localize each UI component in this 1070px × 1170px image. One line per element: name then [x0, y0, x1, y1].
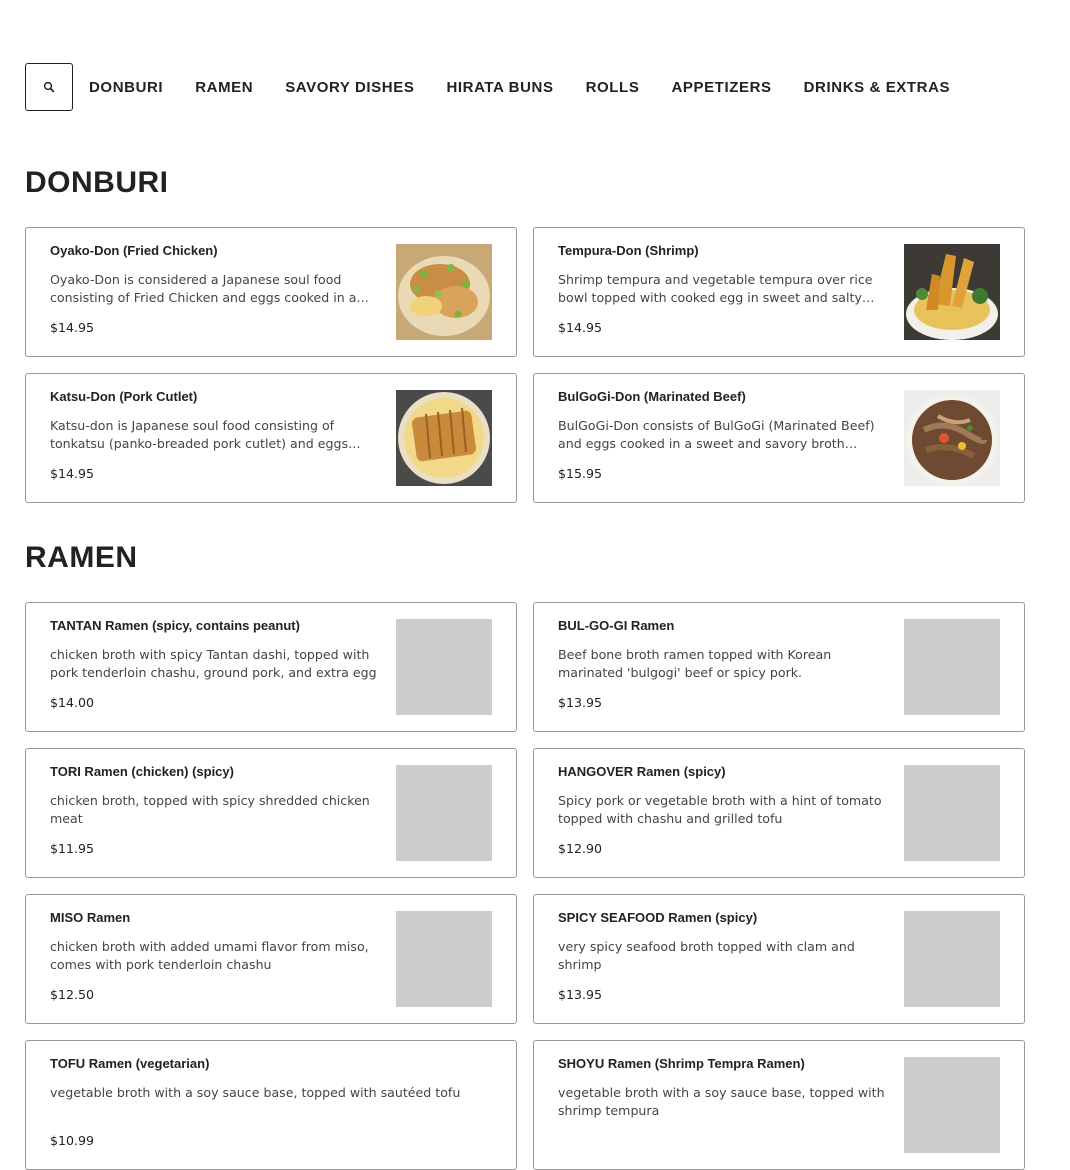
nav-item-savory-dishes[interactable]: SAVORY DISHES: [285, 78, 415, 96]
category-nav: [25, 63, 982, 111]
menu-item-card[interactable]: [533, 602, 1025, 732]
item-description: Oyako-Don is considered a Japanese soul food consisting of Fried Chicken and eggs cooked in a…: [50, 272, 370, 305]
menu-item-card[interactable]: [25, 602, 517, 732]
item-description: vegetable broth with a soy sauce base, topped with sautéed tofu: [50, 1085, 461, 1100]
menu-item-card[interactable]: [533, 748, 1025, 878]
item-description: BulGoGi-Don consists of BulGoGi (Marinated Beef) and eggs cooked in a sweet and savory broth…: [558, 418, 875, 451]
nav-item-donburi[interactable]: DONBURI: [89, 78, 164, 96]
menu-item-card[interactable]: [25, 748, 517, 878]
item-price: $14.95: [50, 466, 95, 481]
nav-item-rolls[interactable]: ROLLS: [585, 78, 640, 96]
nav-item-appetizers[interactable]: APPETIZERS: [671, 78, 772, 96]
nav-item-ramen[interactable]: RAMEN: [195, 78, 254, 96]
item-name: Tempura-Don (Shrimp): [558, 243, 699, 258]
nav-item-drinks-extras[interactable]: DRINKS & EXTRAS: [803, 78, 951, 96]
item-price: $13.95: [558, 987, 603, 1002]
nav-item-hirata-buns[interactable]: HIRATA BUNS: [446, 78, 554, 96]
item-description: chicken broth with spicy Tantan dashi, topped with pork tenderloin chashu, ground pork, and extra egg: [50, 647, 377, 680]
oyako-don-photo: [396, 244, 492, 340]
item-price: $14.00: [50, 695, 95, 710]
menu-item-card[interactable]: [533, 227, 1025, 357]
item-name: TOFU Ramen (vegetarian): [50, 1056, 210, 1071]
search-button[interactable]: [25, 63, 73, 111]
item-price: $13.95: [558, 695, 603, 710]
item-name: HANGOVER Ramen (spicy): [558, 764, 726, 779]
item-name: BUL-GO-GI Ramen: [558, 618, 675, 633]
image-placeholder: [396, 619, 492, 715]
item-description: Beef bone broth ramen topped with Korean marinated 'bulgogi' beef or spicy pork.: [558, 647, 832, 680]
image-placeholder: [904, 765, 1000, 861]
image-placeholder: [396, 911, 492, 1007]
item-price: $14.95: [558, 320, 603, 335]
item-description: Katsu-don is Japanese soul food consisting of tonkatsu (panko-breaded pork cutlet) and eggs…: [50, 418, 361, 451]
katsu-don-photo: [396, 390, 492, 486]
menu-item-card[interactable]: [533, 894, 1025, 1024]
section-title: RAMEN: [25, 541, 138, 574]
section-title: DONBURI: [25, 166, 169, 199]
item-description: chicken broth, topped with spicy shredded chicken meat: [50, 793, 370, 826]
menu-item-card[interactable]: [25, 1040, 517, 1170]
tempura-don-photo: [904, 244, 1000, 340]
menu-item-card[interactable]: [533, 373, 1025, 503]
image-placeholder: [904, 619, 1000, 715]
item-name: SPICY SEAFOOD Ramen (spicy): [558, 910, 758, 925]
menu-grid: [25, 227, 1025, 503]
item-description: Spicy pork or vegetable broth with a hint of tomato topped with chashu and grilled tofu: [558, 793, 882, 826]
menu-item-card[interactable]: [533, 1040, 1025, 1170]
section-donburi: [25, 165, 1025, 503]
menu-item-card[interactable]: [25, 227, 517, 357]
menu-grid: [25, 602, 1025, 1170]
image-placeholder: [396, 765, 492, 861]
item-name: Oyako-Don (Fried Chicken): [50, 243, 218, 258]
menu-item-card[interactable]: [25, 894, 517, 1024]
item-name: MISO Ramen: [50, 910, 131, 925]
bulgogi-don-photo: [904, 390, 1000, 486]
item-price: $14.95: [50, 320, 95, 335]
item-price: $15.95: [558, 466, 603, 481]
image-placeholder: [904, 911, 1000, 1007]
item-name: TANTAN Ramen (spicy, contains peanut): [50, 618, 300, 633]
item-name: TORI Ramen (chicken) (spicy): [50, 764, 234, 779]
section-ramen: [25, 540, 1025, 1170]
item-description: vegetable broth with a soy sauce base, topped with shrimp tempura: [558, 1085, 885, 1118]
item-description: very spicy seafood broth topped with clam and shrimp: [558, 939, 855, 972]
item-description: chicken broth with added umami flavor from miso, comes with pork tenderloin chashu: [50, 939, 369, 972]
search-icon: [43, 81, 55, 93]
item-price: $11.95: [50, 841, 95, 856]
item-name: BulGoGi-Don (Marinated Beef): [558, 389, 746, 404]
item-name: Katsu-Don (Pork Cutlet): [50, 389, 198, 404]
item-name: SHOYU Ramen (Shrimp Tempra Ramen): [558, 1056, 805, 1071]
item-price: $10.99: [50, 1133, 95, 1148]
item-price: $12.90: [558, 841, 603, 856]
menu-item-card[interactable]: [25, 373, 517, 503]
item-price: $12.50: [50, 987, 95, 1002]
image-placeholder: [904, 1057, 1000, 1153]
item-description: Shrimp tempura and vegetable tempura over rice bowl topped with cooked egg in sweet and salty…: [558, 272, 875, 305]
